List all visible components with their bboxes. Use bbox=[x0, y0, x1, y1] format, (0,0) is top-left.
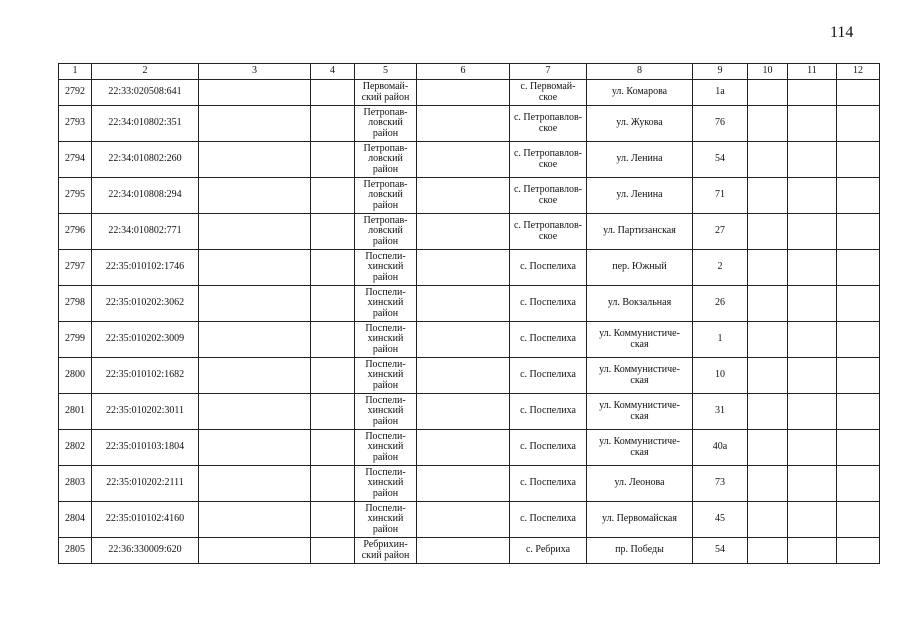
cadastral-number-cell: 22:35:010202:3009 bbox=[92, 322, 199, 358]
house-number-cell: 73 bbox=[693, 466, 748, 502]
col-3-cell bbox=[199, 286, 311, 322]
col-11-cell bbox=[788, 466, 837, 502]
col-4-cell bbox=[311, 142, 355, 178]
row-number-cell: 2796 bbox=[59, 214, 92, 250]
cadastral-number-cell: 22:34:010802:351 bbox=[92, 106, 199, 142]
settlement-cell: с. Поспелиха bbox=[510, 394, 587, 430]
row-number-cell: 2803 bbox=[59, 466, 92, 502]
col-4-cell bbox=[311, 358, 355, 394]
row-number-cell: 2805 bbox=[59, 538, 92, 564]
col-6-cell bbox=[417, 286, 510, 322]
street-cell: ул. Вокзальная bbox=[587, 286, 693, 322]
house-number-cell: 1 bbox=[693, 322, 748, 358]
col-10-cell bbox=[748, 502, 788, 538]
col-12-cell bbox=[837, 80, 880, 106]
col-10-cell bbox=[748, 286, 788, 322]
table-row bbox=[59, 466, 880, 502]
district-cell: Петропав- ловский район bbox=[355, 106, 417, 142]
col-10-cell bbox=[748, 214, 788, 250]
table-row bbox=[59, 538, 880, 564]
house-number-cell: 54 bbox=[693, 142, 748, 178]
settlement-cell: с. Петропавлов- ское bbox=[510, 142, 587, 178]
col-3-cell bbox=[199, 80, 311, 106]
district-cell: Петропав- ловский район bbox=[355, 142, 417, 178]
col-6-cell bbox=[417, 80, 510, 106]
street-cell: ул. Партизанская bbox=[587, 214, 693, 250]
col-3-cell bbox=[199, 142, 311, 178]
col-12-cell bbox=[837, 466, 880, 502]
district-cell: Ребрихин- ский район bbox=[355, 538, 417, 564]
col-6-cell bbox=[417, 538, 510, 564]
col-10-cell bbox=[748, 142, 788, 178]
table-row bbox=[59, 250, 880, 286]
col-10-cell bbox=[748, 178, 788, 214]
house-number-cell: 40а bbox=[693, 430, 748, 466]
settlement-cell: с. Петропавлов- ское bbox=[510, 214, 587, 250]
cadastral-number-cell: 22:35:010102:1746 bbox=[92, 250, 199, 286]
col-11-cell bbox=[788, 322, 837, 358]
page-number: 114 bbox=[830, 24, 854, 41]
settlement-cell: с. Поспелиха bbox=[510, 358, 587, 394]
table-row bbox=[59, 214, 880, 250]
settlement-cell: с. Первомай- ское bbox=[510, 80, 587, 106]
district-cell: Первомай- ский район bbox=[355, 80, 417, 106]
col-4-cell bbox=[311, 538, 355, 564]
col-12-cell bbox=[837, 502, 880, 538]
house-number-cell: 54 bbox=[693, 538, 748, 564]
col-4-cell bbox=[311, 286, 355, 322]
col-4-cell bbox=[311, 106, 355, 142]
col-12-cell bbox=[837, 142, 880, 178]
row-number-cell: 2804 bbox=[59, 502, 92, 538]
col-6-cell bbox=[417, 214, 510, 250]
column-header-10: 10 bbox=[748, 64, 788, 80]
cadastral-number-cell: 22:35:010202:3062 bbox=[92, 286, 199, 322]
row-number-cell: 2798 bbox=[59, 286, 92, 322]
col-11-cell bbox=[788, 394, 837, 430]
col-6-cell bbox=[417, 250, 510, 286]
cadastral-number-cell: 22:36:330009:620 bbox=[92, 538, 199, 564]
street-cell: ул. Ленина bbox=[587, 178, 693, 214]
cadastral-number-cell: 22:35:010102:4160 bbox=[92, 502, 199, 538]
col-10-cell bbox=[748, 250, 788, 286]
col-4-cell bbox=[311, 250, 355, 286]
table-row bbox=[59, 80, 880, 106]
house-number-cell: 2 bbox=[693, 250, 748, 286]
table-row bbox=[59, 142, 880, 178]
street-cell: ул. Коммунистиче- ская bbox=[587, 358, 693, 394]
district-cell: Поспели- хинский район bbox=[355, 250, 417, 286]
cadastral-number-cell: 22:34:010802:771 bbox=[92, 214, 199, 250]
col-6-cell bbox=[417, 178, 510, 214]
col-12-cell bbox=[837, 430, 880, 466]
col-12-cell bbox=[837, 538, 880, 564]
col-6-cell bbox=[417, 322, 510, 358]
column-header-6: 6 bbox=[417, 64, 510, 80]
street-cell: пр. Победы bbox=[587, 538, 693, 564]
column-number-row bbox=[59, 64, 880, 80]
street-cell: ул. Жукова bbox=[587, 106, 693, 142]
column-header-5: 5 bbox=[355, 64, 417, 80]
col-11-cell bbox=[788, 142, 837, 178]
column-header-9: 9 bbox=[693, 64, 748, 80]
table-row bbox=[59, 106, 880, 142]
col-3-cell bbox=[199, 466, 311, 502]
settlement-cell: с. Поспелиха bbox=[510, 502, 587, 538]
settlement-cell: с. Петропавлов- ское bbox=[510, 106, 587, 142]
row-number-cell: 2793 bbox=[59, 106, 92, 142]
house-number-cell: 10 bbox=[693, 358, 748, 394]
col-3-cell bbox=[199, 214, 311, 250]
house-number-cell: 45 bbox=[693, 502, 748, 538]
row-number-cell: 2795 bbox=[59, 178, 92, 214]
house-number-cell: 1а bbox=[693, 80, 748, 106]
col-11-cell bbox=[788, 80, 837, 106]
house-number-cell: 71 bbox=[693, 178, 748, 214]
street-cell: ул. Коммунистиче- ская bbox=[587, 322, 693, 358]
street-cell: ул. Комарова bbox=[587, 80, 693, 106]
col-6-cell bbox=[417, 394, 510, 430]
col-3-cell bbox=[199, 430, 311, 466]
col-11-cell bbox=[788, 286, 837, 322]
settlement-cell: с. Поспелиха bbox=[510, 322, 587, 358]
street-cell: пер. Южный bbox=[587, 250, 693, 286]
col-3-cell bbox=[199, 250, 311, 286]
cadastral-number-cell: 22:35:010102:1682 bbox=[92, 358, 199, 394]
table-row bbox=[59, 394, 880, 430]
col-4-cell bbox=[311, 394, 355, 430]
col-4-cell bbox=[311, 502, 355, 538]
row-number-cell: 2792 bbox=[59, 80, 92, 106]
district-cell: Поспели- хинский район bbox=[355, 358, 417, 394]
col-6-cell bbox=[417, 106, 510, 142]
col-4-cell bbox=[311, 430, 355, 466]
col-4-cell bbox=[311, 466, 355, 502]
table-row bbox=[59, 178, 880, 214]
col-3-cell bbox=[199, 106, 311, 142]
cadastral-number-cell: 22:33:020508:641 bbox=[92, 80, 199, 106]
col-11-cell bbox=[788, 214, 837, 250]
col-11-cell bbox=[788, 538, 837, 564]
col-3-cell bbox=[199, 178, 311, 214]
row-number-cell: 2801 bbox=[59, 394, 92, 430]
district-cell: Петропав- ловский район bbox=[355, 178, 417, 214]
district-cell: Петропав- ловский район bbox=[355, 214, 417, 250]
cadastral-number-cell: 22:34:010802:260 bbox=[92, 142, 199, 178]
col-10-cell bbox=[748, 538, 788, 564]
col-3-cell bbox=[199, 538, 311, 564]
col-4-cell bbox=[311, 80, 355, 106]
settlement-cell: с. Поспелиха bbox=[510, 250, 587, 286]
district-cell: Поспели- хинский район bbox=[355, 502, 417, 538]
column-header-3: 3 bbox=[199, 64, 311, 80]
house-number-cell: 31 bbox=[693, 394, 748, 430]
settlement-cell: с. Поспелиха bbox=[510, 430, 587, 466]
row-number-cell: 2802 bbox=[59, 430, 92, 466]
col-10-cell bbox=[748, 322, 788, 358]
col-12-cell bbox=[837, 394, 880, 430]
table-row bbox=[59, 286, 880, 322]
registry-table bbox=[58, 63, 880, 564]
district-cell: Поспели- хинский район bbox=[355, 394, 417, 430]
cadastral-number-cell: 22:35:010202:3011 bbox=[92, 394, 199, 430]
column-header-11: 11 bbox=[788, 64, 837, 80]
column-header-12: 12 bbox=[837, 64, 880, 80]
street-cell: ул. Коммунистиче- ская bbox=[587, 430, 693, 466]
col-12-cell bbox=[837, 250, 880, 286]
col-11-cell bbox=[788, 178, 837, 214]
col-6-cell bbox=[417, 466, 510, 502]
district-cell: Поспели- хинский район bbox=[355, 286, 417, 322]
row-number-cell: 2799 bbox=[59, 322, 92, 358]
cadastral-number-cell: 22:34:010808:294 bbox=[92, 178, 199, 214]
street-cell: ул. Леонова bbox=[587, 466, 693, 502]
settlement-cell: с. Ребриха bbox=[510, 538, 587, 564]
col-6-cell bbox=[417, 502, 510, 538]
col-4-cell bbox=[311, 178, 355, 214]
col-12-cell bbox=[837, 286, 880, 322]
col-11-cell bbox=[788, 502, 837, 538]
col-6-cell bbox=[417, 430, 510, 466]
col-10-cell bbox=[748, 394, 788, 430]
column-header-4: 4 bbox=[311, 64, 355, 80]
col-4-cell bbox=[311, 214, 355, 250]
col-10-cell bbox=[748, 80, 788, 106]
col-10-cell bbox=[748, 466, 788, 502]
col-11-cell bbox=[788, 358, 837, 394]
column-header-2: 2 bbox=[92, 64, 199, 80]
col-10-cell bbox=[748, 358, 788, 394]
table-row bbox=[59, 502, 880, 538]
column-header-7: 7 bbox=[510, 64, 587, 80]
street-cell: ул. Ленина bbox=[587, 142, 693, 178]
col-11-cell bbox=[788, 250, 837, 286]
table-row bbox=[59, 322, 880, 358]
col-12-cell bbox=[837, 358, 880, 394]
col-6-cell bbox=[417, 142, 510, 178]
row-number-cell: 2800 bbox=[59, 358, 92, 394]
house-number-cell: 27 bbox=[693, 214, 748, 250]
col-10-cell bbox=[748, 106, 788, 142]
house-number-cell: 26 bbox=[693, 286, 748, 322]
district-cell: Поспели- хинский район bbox=[355, 430, 417, 466]
house-number-cell: 76 bbox=[693, 106, 748, 142]
street-cell: ул. Коммунистиче- ская bbox=[587, 394, 693, 430]
district-cell: Поспели- хинский район bbox=[355, 466, 417, 502]
row-number-cell: 2797 bbox=[59, 250, 92, 286]
column-header-1: 1 bbox=[59, 64, 92, 80]
col-11-cell bbox=[788, 430, 837, 466]
settlement-cell: с. Поспелиха bbox=[510, 466, 587, 502]
cadastral-number-cell: 22:35:010202:2111 bbox=[92, 466, 199, 502]
col-3-cell bbox=[199, 502, 311, 538]
district-cell: Поспели- хинский район bbox=[355, 322, 417, 358]
settlement-cell: с. Петропавлов- ское bbox=[510, 178, 587, 214]
row-number-cell: 2794 bbox=[59, 142, 92, 178]
col-12-cell bbox=[837, 322, 880, 358]
col-3-cell bbox=[199, 394, 311, 430]
col-11-cell bbox=[788, 106, 837, 142]
col-3-cell bbox=[199, 322, 311, 358]
col-3-cell bbox=[199, 358, 311, 394]
col-12-cell bbox=[837, 106, 880, 142]
col-10-cell bbox=[748, 430, 788, 466]
col-6-cell bbox=[417, 358, 510, 394]
col-4-cell bbox=[311, 322, 355, 358]
table-row bbox=[59, 430, 880, 466]
column-header-8: 8 bbox=[587, 64, 693, 80]
settlement-cell: с. Поспелиха bbox=[510, 286, 587, 322]
col-12-cell bbox=[837, 214, 880, 250]
table-row bbox=[59, 358, 880, 394]
col-12-cell bbox=[837, 178, 880, 214]
street-cell: ул. Первомайская bbox=[587, 502, 693, 538]
cadastral-number-cell: 22:35:010103:1804 bbox=[92, 430, 199, 466]
table-body bbox=[59, 80, 880, 564]
